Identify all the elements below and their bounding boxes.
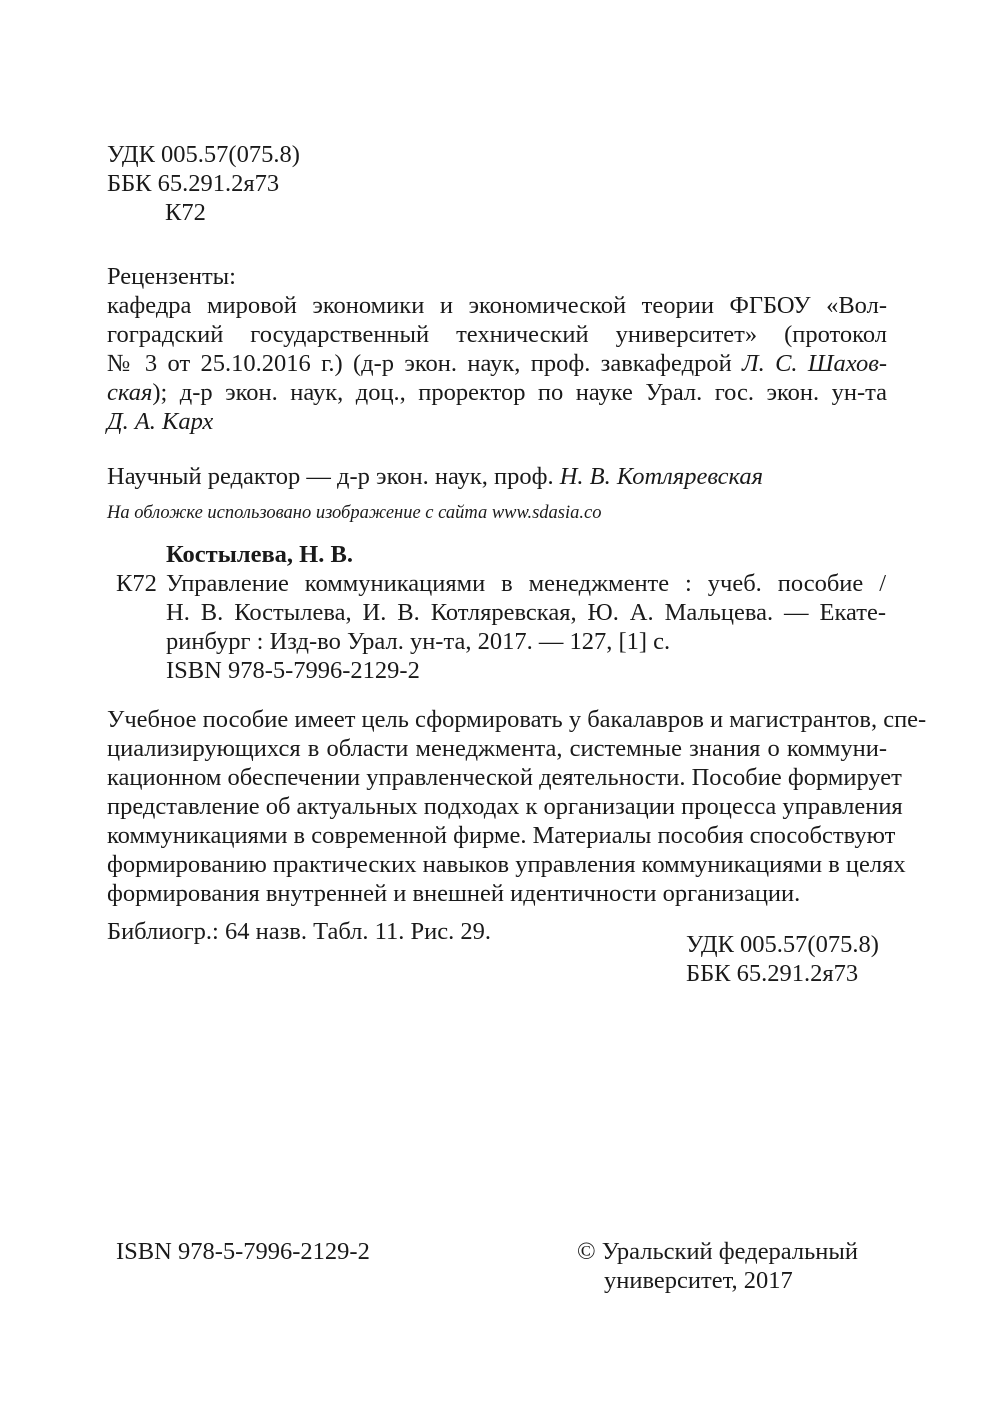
reviewers-line: гоградский государственный технический университет» (протокол bbox=[107, 321, 887, 348]
abstract-block bbox=[107, 705, 927, 946]
record-author: Костылева, Н. В. bbox=[166, 541, 353, 568]
reviewers-line bbox=[107, 349, 887, 378]
abstract-line: коммуникациями в современной фирме. Материалы пособия способствуют bbox=[107, 822, 896, 849]
bbk-code: ББК 65.291.2я73 bbox=[686, 960, 859, 987]
reviewers-line: кафедра мировой экономики и экономической теории ФГБОУ «Вол- bbox=[107, 292, 887, 319]
copyright-line: © Уральский федеральный bbox=[577, 1238, 858, 1265]
record-code: К72 bbox=[116, 570, 157, 597]
footer-isbn-text: ISBN 978-5-7996-2129-2 bbox=[116, 1238, 370, 1265]
editor-line bbox=[107, 462, 887, 491]
abstract-line: циализирующихся в области менеджмента, системные знания о коммуни- bbox=[107, 735, 887, 762]
copyright-block bbox=[577, 1237, 858, 1295]
cover-note-text: На обложке использовано изображение с сайта www.sdasia.co bbox=[107, 503, 602, 523]
udk-code: УДК 005.57(075.8) bbox=[107, 141, 300, 168]
bibliographic-record bbox=[116, 540, 886, 685]
copyright-line: университет, 2017 bbox=[604, 1267, 793, 1294]
classification-block bbox=[107, 140, 887, 227]
record-isbn: ISBN 978-5-7996-2129-2 bbox=[166, 657, 420, 684]
abstract-line: формированию практических навыков управления коммуникациями в целях bbox=[107, 851, 906, 878]
reviewers-heading: Рецензенты: bbox=[107, 263, 236, 290]
record-line: ринбург : Изд-во Урал. ун-та, 2017. — 127, [1] с. bbox=[166, 628, 671, 655]
reviewer-name: Д. А. Карх bbox=[107, 408, 214, 435]
abstract-line: представление об актуальных подходах к организации процесса управления bbox=[107, 793, 903, 820]
footer-isbn bbox=[116, 1237, 370, 1266]
record-line: Н. В. Костылева, И. В. Котляревская, Ю. А. Мальцева. — Екате- bbox=[166, 599, 886, 626]
record-description bbox=[116, 569, 886, 685]
reviewers-line bbox=[107, 378, 887, 407]
abstract-line: формирования внутренней и внешней идентичности организации. bbox=[107, 880, 801, 907]
record-line: Управление коммуникациями в менеджменте : учеб. пособие / bbox=[166, 570, 886, 597]
cover-note bbox=[107, 502, 887, 524]
bbk-code: ББК 65.291.2я73 bbox=[107, 170, 280, 197]
reviewers-text: ); д-р экон. наук, доц., проректор по науке Урал. гос. экон. ун-та bbox=[152, 379, 887, 406]
abstract-line: кационном обеспечении управленческой деятельности. Пособие формирует bbox=[107, 764, 902, 791]
reviewers-text: № 3 от 25.10.2016 г.) (д-р экон. наук, проф. завкафедрой bbox=[107, 350, 743, 377]
editor-block bbox=[107, 462, 887, 491]
author-mark: К72 bbox=[165, 199, 206, 226]
bibliography-note: Библиогр.: 64 назв. Табл. 11. Рис. 29. bbox=[107, 918, 491, 945]
right-codes bbox=[686, 930, 879, 988]
record-body bbox=[116, 569, 886, 685]
editor-text: Научный редактор — д-р экон. наук, проф. bbox=[107, 463, 560, 490]
reviewer-name: ская bbox=[107, 379, 153, 406]
editor-name: Н. В. Котляревская bbox=[559, 463, 764, 490]
reviewers-block bbox=[107, 262, 887, 436]
abstract-line: Учебное пособие имеет цель сформировать у бакалавров и магистрантов, спе- bbox=[107, 706, 927, 733]
udk-code: УДК 005.57(075.8) bbox=[686, 931, 879, 958]
reviewer-name: Л. С. Шахов- bbox=[742, 350, 888, 377]
